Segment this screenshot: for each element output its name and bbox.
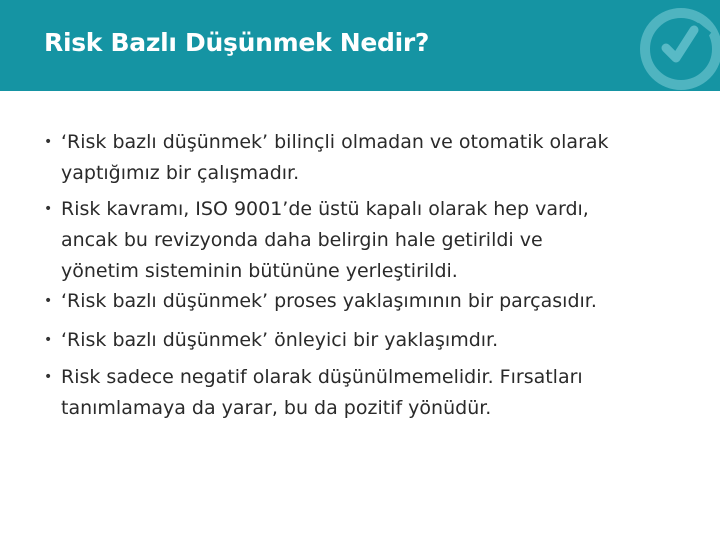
bullet-dot: • <box>44 332 53 348</box>
bullet-item <box>44 362 694 424</box>
bullet-text: Risk kavramı, ISO 9001’de üstü kapalı olarak hep vardı, ancak bu revizyonda daha belirgin hale getirildi ve yönetim sisteminin bütününe yerleştirildi. <box>61 198 589 282</box>
bullet-text: Risk sadece negatif olarak düşünülmemelidir. Fırsatları tanımlamaya da yarar, bu da pozitif yönüdür. <box>61 366 583 419</box>
bullet-item <box>44 286 694 317</box>
bullet-item <box>44 325 694 356</box>
bullet-dot: • <box>44 134 53 150</box>
title-bar <box>0 0 720 91</box>
bullet-item <box>44 127 694 189</box>
checkmark-logo-icon <box>636 4 720 91</box>
bullet-item <box>44 194 694 287</box>
bullet-dot: • <box>44 201 53 217</box>
bullet-dot: • <box>44 369 53 385</box>
bullet-text: ‘Risk bazlı düşünmek’ önleyici bir yaklaşımdır. <box>61 329 499 351</box>
bullet-text: ‘Risk bazlı düşünmek’ proses yaklaşımının bir parçasıdır. <box>61 290 597 312</box>
slide-title: Risk Bazlı Düşünmek Nedir? <box>44 28 430 57</box>
bullet-text: ‘Risk bazlı düşünmek’ bilinçli olmadan ve otomatik olarak yaptığımız bir çalışmadır. <box>61 131 609 184</box>
bullet-dot: • <box>44 293 53 309</box>
